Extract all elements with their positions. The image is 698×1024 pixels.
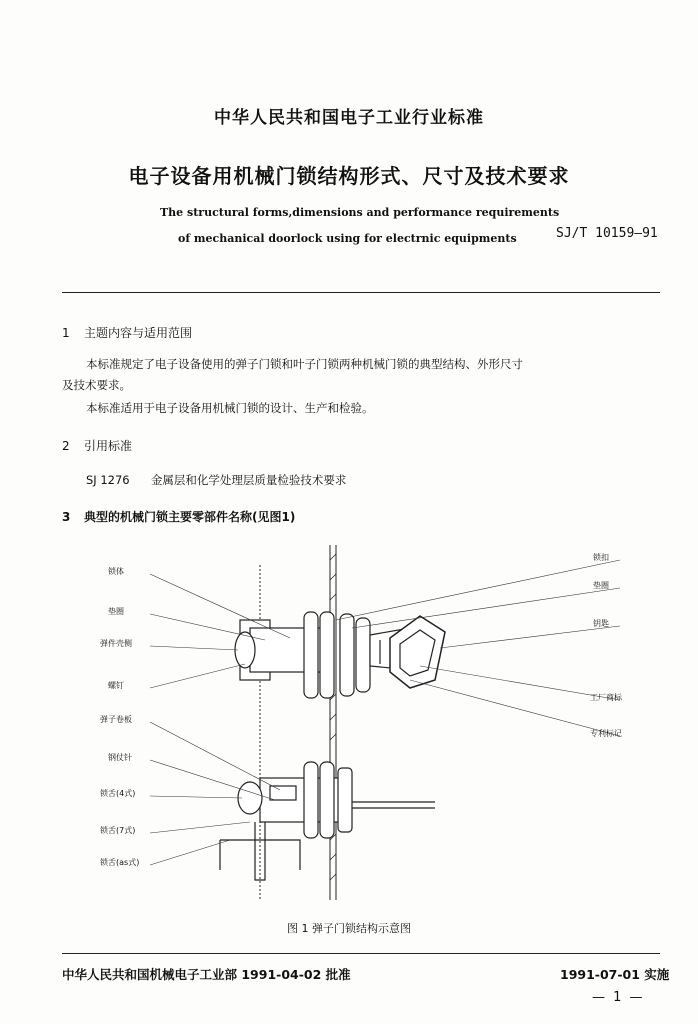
page-number: — 1 — xyxy=(592,990,645,1005)
section-1-para-1a: 本标准规定了电子设备使用的弹子门锁和叶子门锁两种机械门锁的典型结构、外形尺寸 xyxy=(86,357,523,371)
label-latch-type-a: 锁舌(4式) xyxy=(100,789,136,798)
header-divider xyxy=(62,292,660,293)
footer-divider xyxy=(62,953,660,954)
section-3-heading: 3 典型的机械门锁主要零部件名称(见图1) xyxy=(62,510,296,524)
section-1-heading: 1 主题内容与适用范围 xyxy=(62,326,193,340)
label-washer-left: 垫圈 xyxy=(108,607,124,616)
label-key: 钥匙 xyxy=(593,619,609,628)
document-title-en-line2: of mechanical doorlock using for electrnic equipments xyxy=(178,232,517,245)
document-title-en-line1: The structural forms,dimensions and performance requirements xyxy=(160,206,560,219)
door-panel xyxy=(260,545,336,900)
section-1-para-2: 本标准适用于电子设备用机械门锁的设计、生产和检验。 xyxy=(86,401,374,415)
lower-lock xyxy=(220,762,435,880)
label-lock-body: 锁体 xyxy=(108,567,124,576)
reference-entry xyxy=(86,470,346,491)
label-factory-mark: 工厂商标 xyxy=(590,693,622,702)
effective-date: 1991-07-01 实施 xyxy=(560,967,670,982)
figure-caption: 图 1 弹子门锁结构示意图 xyxy=(287,922,411,935)
label-screw: 螺钉 xyxy=(108,681,124,690)
reference-title: 金属层和化学处理层质量检验技术要求 xyxy=(150,473,347,487)
label-patent-mark: 专利标记 xyxy=(590,729,622,738)
section-2-heading: 2 引用标准 xyxy=(62,439,133,453)
standard-code: SJ/T 10159—91 xyxy=(556,226,658,241)
label-latch-type-c: 锁舌(as式) xyxy=(100,858,140,867)
approval-note: 中华人民共和国机械电子工业部 1991-04-02 批准 xyxy=(62,967,351,982)
label-washer-right: 垫圈 xyxy=(593,581,609,590)
label-latch-type-b: 锁舌(7式) xyxy=(100,826,136,835)
label-pin-plate: 弹子卷板 xyxy=(100,715,132,724)
issuing-body-header: 中华人民共和国电子工业行业标准 xyxy=(214,108,484,128)
label-lock-catch: 锁扣 xyxy=(593,553,609,562)
section-1-para-1b: 及技术要求。 xyxy=(62,378,131,392)
label-steel-pin: 钢仗针 xyxy=(108,753,132,762)
upper-lock xyxy=(235,612,445,698)
label-spring-housing: 弹件壳侧 xyxy=(100,639,132,648)
lock-structure-diagram xyxy=(90,540,650,910)
reference-code: SJ 1276 xyxy=(86,473,130,487)
document-title-cn: 电子设备用机械门锁结构形式、尺寸及技术要求 xyxy=(128,164,570,188)
